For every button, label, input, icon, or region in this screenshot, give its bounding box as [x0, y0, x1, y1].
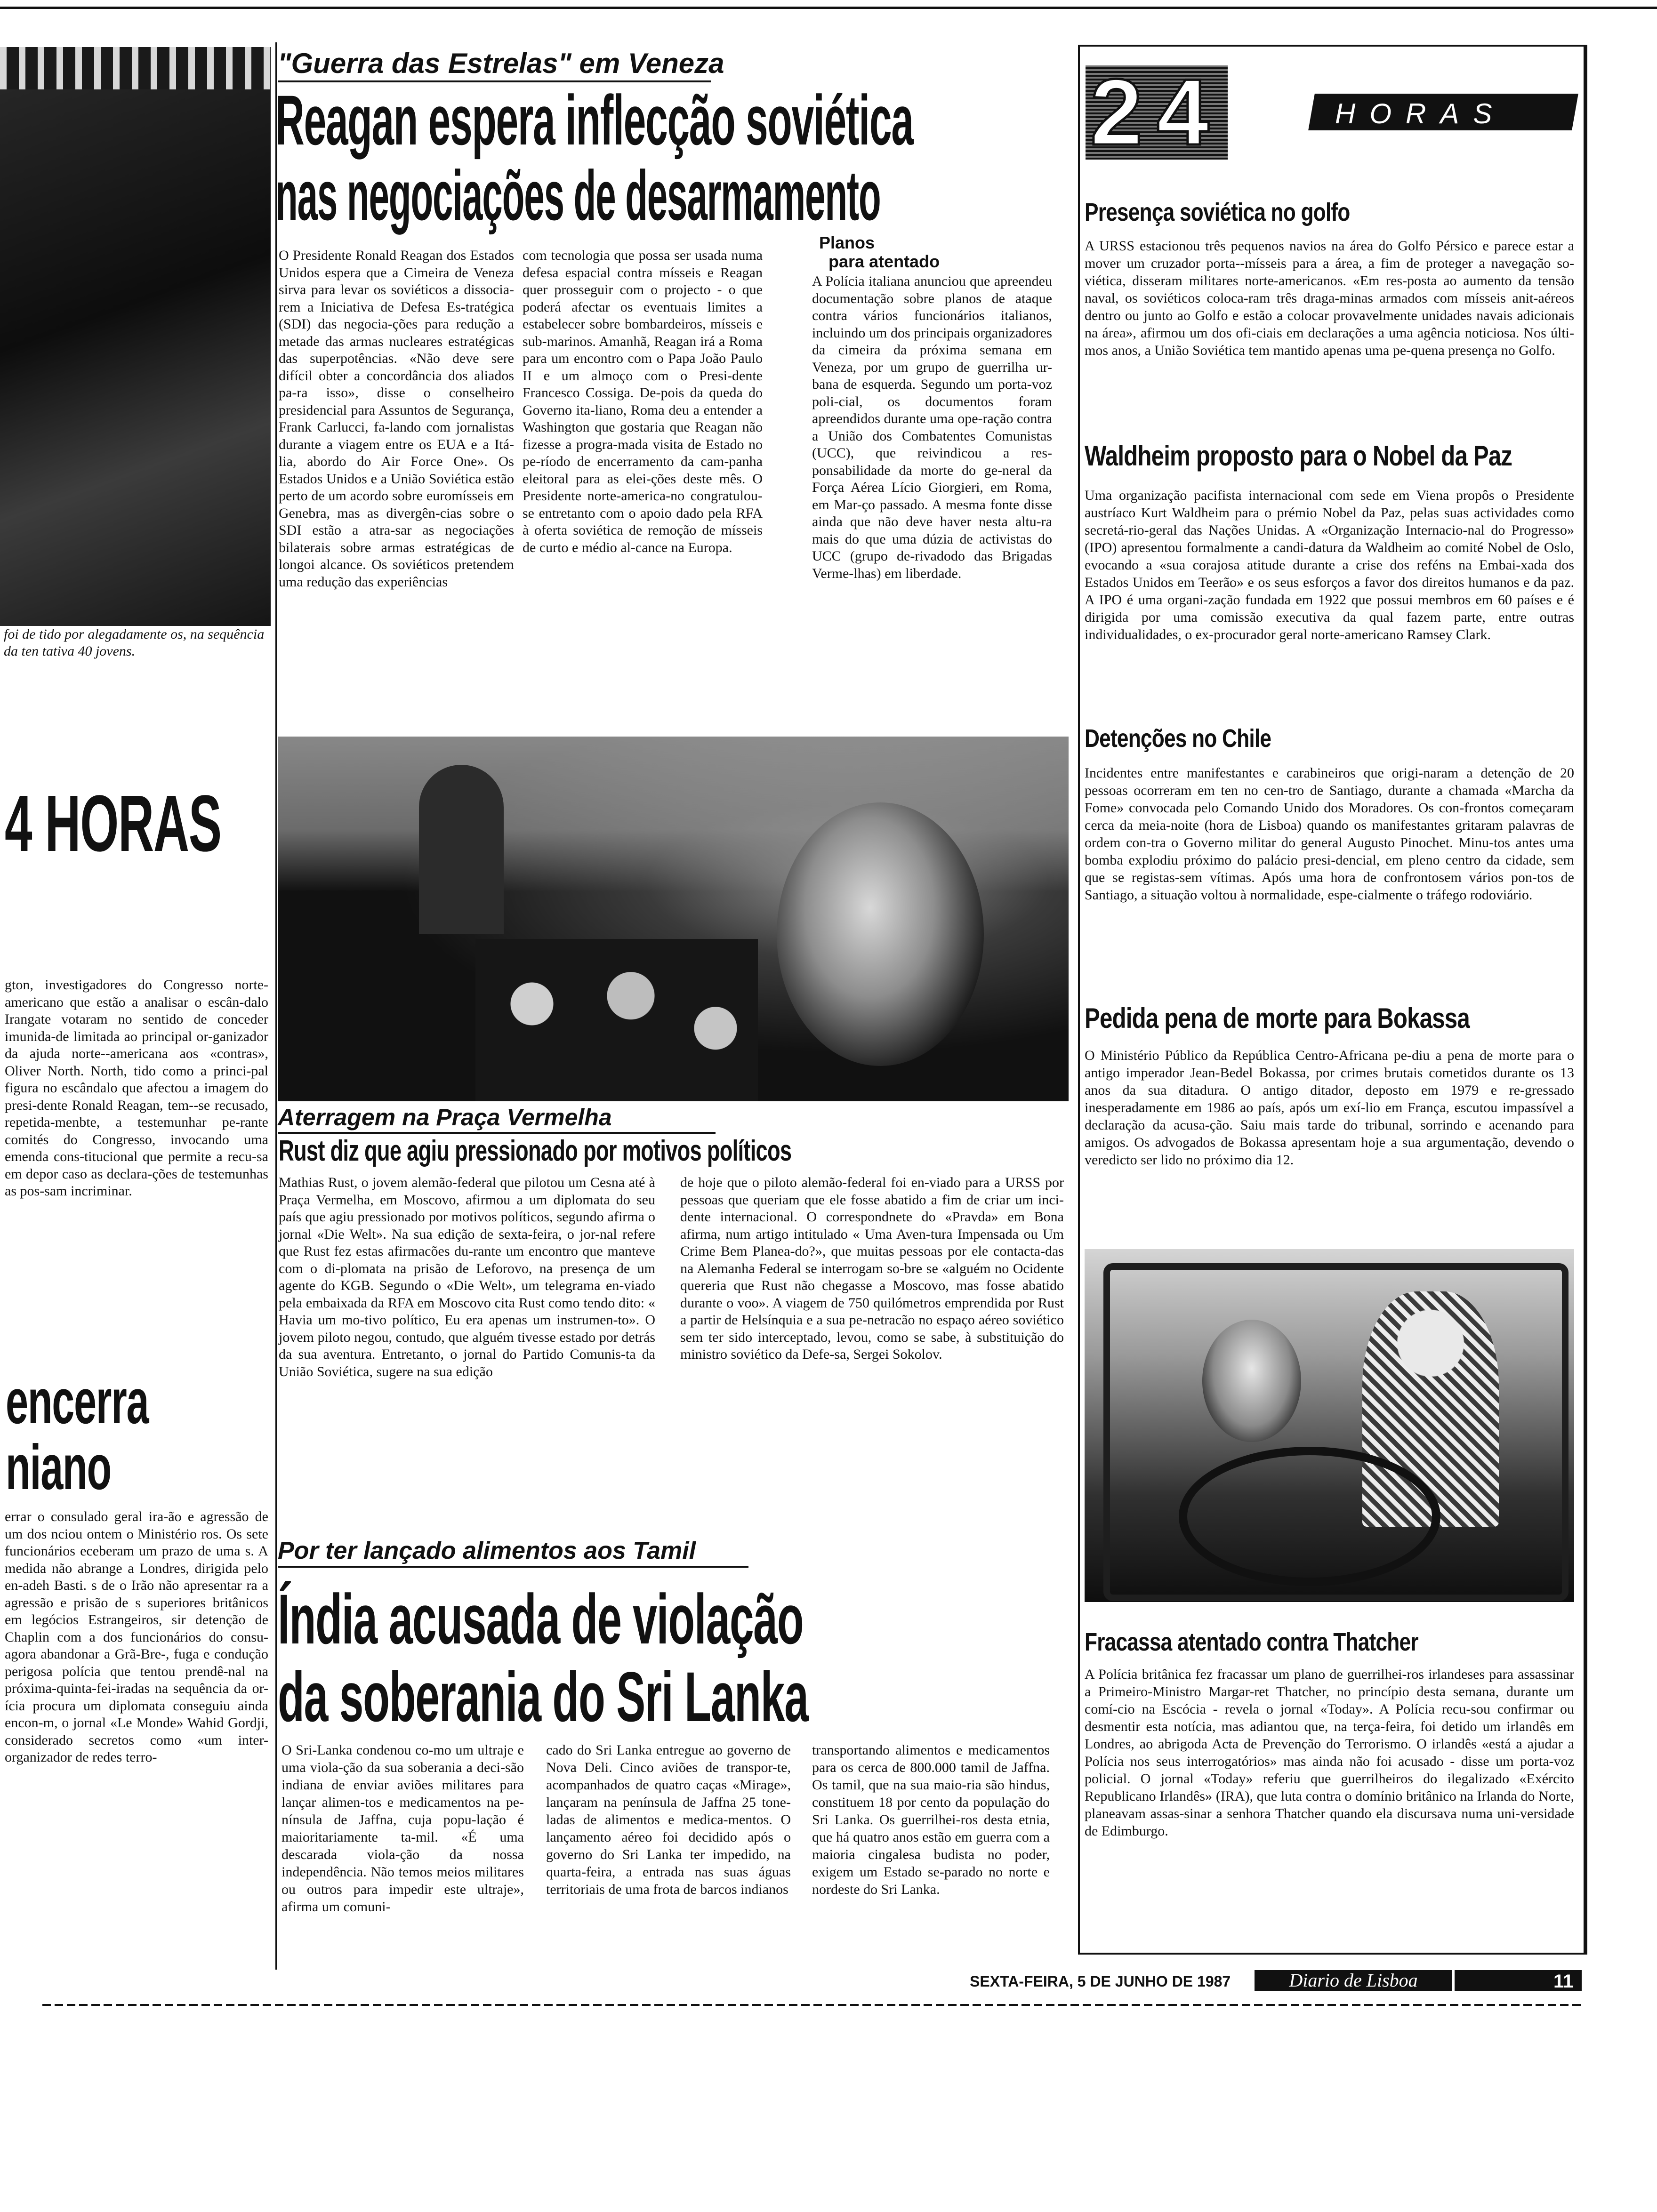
- india-kicker: Por ter lançado alimentos aos Tamil: [278, 1537, 748, 1568]
- rust-col-2: de hoje que o piloto alemão-federal foi en-viado para a URSS por pessoas que queriam que ele fosse abatido a fim de criar um inci-dente internacional. O correspondnete do «Pravda» em Bona afirma, num artigo intitulado « Uma Aven-tura Impensada ou Um Crime Bem Planea-do?», que muitas pessoas por ele contacta-das na Alemanha Federal se interrogam so-bre se «alguém no Ocidente quereria que Rust não chegasse a Moscovo, mas fosse abatido durante o voo». A viagem de 750 quilómetros emprendida por Rust a partir de Helsínquia e a sua pe-netracão no espaço aéreo soviético sem ter sido interceptado, levou, como se sabe, à substituição do ministro soviético da Defe-sa, Sergei Sokolov.: [680, 1175, 1064, 1362]
- thatcher-photo: [1085, 1249, 1574, 1602]
- left-strip: [0, 42, 277, 1970]
- photo-blind-stripes: [0, 47, 271, 89]
- rust-kicker: Aterragem na Praça Vermelha: [278, 1104, 716, 1134]
- sidebar-title-number: 24: [1086, 65, 1228, 160]
- planos-title-1: Planos: [819, 233, 875, 252]
- photo-cathedral: [419, 765, 504, 934]
- sidebar-item-2-body: Uma organização pacifista internacional com sede em Viena propôs o Presidente austríaco Kurt Waldheim para o prémio Nobel da Paz, pelas suas actividades como secretá-rio-geral das Nações Unidas. A «Organização Internacio-nal do Progresso» (IPO) apresentou formalmente a candi-datura da Waldheim ao comité Nobel de Oslo, evocando a «sua corajosa atitude durante a crise dos reféns na Embai-xada dos Estados Unidos em Teerão» e os seus esforços a favor dos direitos humanos e da paz. A IPO é uma organi-zação fundada em 1922 que possui membros em 60 países e é dirigida por uma comissão executiva da qual fazem parte, entre outras individualidades, o ex-procurador geral norte-americano Ramsey Clark.: [1085, 488, 1574, 642]
- top-rule: [0, 7, 1657, 9]
- india-headline-1: Índia acusada de violação: [278, 1579, 804, 1659]
- india-col-1: O Sri-Lanka condenou co-mo um ultraje e uma viola-ção da sua soberania a deci-são indiana de enviar aviões militares para lançar alimen-tos e medicamentos na pe-nínsula de Jaffna, cuja popu-lação é maioritariamente ta-mil. «É uma descarada viola-ção da nossa independência. Não temos meios militares ou outros para impedir este ultraje», afirma um comuni-: [282, 1742, 524, 1915]
- rust-col-1: Mathias Rust, o jovem alemão-federal que pilotou um Cesna até à Praça Vermelha, em Moscovo, afirmou a um diplomata do seu país que agiu pressionado por motivos políticos, segundo afirma o jornal «Die Welt». Na sua edição de sexta-feira, o jor-nal refere que Rust fez estas afirmacões du-rante um encontro que manteve com o di-plomata na prisão de Leforovo, na presença de um agente do KGB. Segundo o «Die Welt», um telegrama en-viado pela embaixada da RFA em Moscovo cita Rust como tendo dito: « Havia um mo-tivo político, Eu era apenas um instrumen-to». O jovem piloto negou, contudo, que alguém tivesse estado por detrás da sua aventura. Entretanto, o jornal do Partido Comunis-ta da União Soviética, sugere na sua edição: [279, 1175, 655, 1379]
- sidebar-item-5-title: Fracassa atentado contra Thatcher: [1085, 1628, 1418, 1656]
- photo-figure-left: [1202, 1320, 1301, 1442]
- photo-face: [777, 802, 984, 1066]
- footer-masthead: Diario de Lisboa: [1255, 1970, 1452, 1991]
- footer-date: SEXTA-FEIRA, 5 DE JUNHO DE 1987: [970, 1973, 1231, 1990]
- sidebar-item-2-title: Waldheim proposto para o Nobel da Paz: [1085, 440, 1512, 472]
- reagan-col-2: com tecnologia que possa ser usada numa defesa espacial contra mísseis e Reagan quer prosseguir com o projecto - o que poderá afectar os eventuais limites a estabelecer sobre bombardeiros, mísseis e sub-marinos. Amanhã, Reagan irá a Roma para um encontro com o Papa João Paulo II e um almoço com o Presi-dente Francesco Cossiga. De-pois da queda do Governo ita-liano, Roma deu a entender a Washington que gostaria que Reagan não fizesse a progra-mada visita de Estado no pe-ríodo de encerramento da cam-panha eleitoral para as elei-ções deste mês. O Presidente norte-america-no congratulou-se entretanto com o apoio dado pela RFA à oferta soviética de remoção de mísseis de curto e médio al-cance na Europa.: [523, 248, 763, 555]
- sidebar-box: [1078, 45, 1587, 1955]
- left-headline-line2: niano: [6, 1432, 111, 1503]
- reagan-headline-2: nas negociações de desarmamento: [275, 156, 881, 235]
- sidebar-item-3-body: Incidentes entre manifestantes e carabineiros que origi-naram a detenção de 20 pessoas ocorreram em ten no cen-tro de Santiago, durante a chamada «Marcha da Fome» convocada pelo Comando Unido dos Moradores. Os con-frontos começaram cerca da meia-noite (hora de Lisboa) quando os manifestantes gritaram palavras de ordem con-tra o Governo militar do general Augusto Pinochet. Minu-tos antes uma bomba explodiu próximo do palácio presi-dencial, em pleno centro da cidade, sem que se registas-sem vítimas. Após uma hora de confrontosem vários pon-tos de Santiago, a situação voltou à normalidade, espe-cialmente o tráfego rodoviário.: [1085, 765, 1574, 903]
- india-col-3: transportando alimentos e medicamentos para os cerca de 800.000 tamil de Jaffna. Os tamil, que na sua maio-ria são hindus, constituem 18 por cento da população do Sri Lanka. Os guerrilhei-ros desta etnia, que há quatro anos estão em guerra com a maioria cingalesa budista no poder, exigem um Estado se-parado no norte e nordeste do Sri Lanka.: [812, 1742, 1050, 1897]
- sidebar-item-3-title: Detenções no Chile: [1085, 724, 1271, 753]
- left-photo-caption: foi de tido por alegadamente os, na sequência da ten tativa 40 jovens.: [4, 626, 265, 659]
- left-photo: [0, 47, 271, 626]
- red-square-photo: [278, 737, 1069, 1101]
- planos-title-2: para atentado: [828, 252, 940, 271]
- sidebar-title-block: [1086, 60, 1575, 165]
- sidebar-item-4-title: Pedida pena de morte para Bokassa: [1085, 1002, 1470, 1034]
- left-big-title: 4 HORAS: [5, 779, 221, 868]
- photo-crowd: [475, 939, 758, 1101]
- rust-headline: Rust diz que agiu pressionado por motivos políticos: [279, 1135, 792, 1167]
- india-headline-2: da soberania do Sri Lanka: [278, 1657, 808, 1736]
- footer-page-number: 11: [1553, 1971, 1574, 1992]
- reagan-headline-1: Reagan espera inflecção soviética: [275, 80, 913, 160]
- reagan-col-1: O Presidente Ronald Reagan dos Estados Unidos espera que a Cimeira de Veneza sirva para levar os soviéticos a dissocia-rem a Iniciativa de Defesa Es-tratégica (SDI) das negocia-ções para redução a metade das armas nucleares estratégicas das superpotências. «Não deve sere difícil obter a concordância dos aliados pa-ra isso», disse o conselheiro presidencial para Assuntos de Segurança, Frank Carlucci, fa-lando com jornalistas durante a viagem entre os EUA e a Itá-lia, abordo do Air Force One». Os Estados Unidos e a União Soviética estão perto de um acordo sobre euromísseis em Genebra, mas as divergên-cias sobre o SDI estão a atra-sar as negociações bilaterais sobre armas estratégicas de longoi alcance. Os soviéticos pretendem uma redução das experiências: [279, 248, 514, 590]
- sidebar-title-word: HORAS: [1335, 98, 1506, 129]
- sidebar-item-1-title: Presença soviética no golfo: [1085, 198, 1350, 226]
- india-col-2: cado do Sri Lanka entregue ao governo de Nova Deli. Cinco aviões de transpor-te, acompanhados de quatro caças «Mirage», lançaram na península de Jaffna 25 tone-ladas de alimentos e medica-mentos. O lançamento aéreo foi decidido após o governo do Sri Lanka ter impedido, na quarta-feira, a entrada nas suas águas territoriais de uma frota de barcos indianos: [546, 1742, 791, 1897]
- left-headline-line1: encerra: [6, 1366, 149, 1437]
- left-story-1: gton, investigadores do Congresso norte-americano que estão a analisar o escân-dalo Irangate votaram no sentido de conceder imunida-de limitada ao principal or-ganizador da ajuda norte--americana aos «contras», Oliver North. North, tido como a princi-pal figura no escândalo que afectou a imagem do presi-dente Ronald Reagan, tem--se recusado, repetida-menbte, a testemunhar pe-rante comités do Congresso, invocando uma emenda cons-titucional que permite a recu-sa em depor caso as declara-ções de testemunhas as pos-sam incriminar.: [5, 977, 268, 1199]
- reagan-kicker: "Guerra das Estrelas" em Veneza: [278, 47, 711, 82]
- sidebar-item-5-body: A Polícia britânica fez fracassar um plano de guerrilhei-ros irlandeses para assassinar a Primeiro-Ministro Margar-ret Thatcher, no princípio desta semana, durante um comí-cio na Escócia - revela o jornal «Today». A Polícia recu-sou confirmar ou desmentir esta notícia, mas adiantou que, na terça-feira, foi detido um irlandês em Londres, ao abrigoda Acta de Prevenção do Terrorismo. O irlandês «está a ajudar a Polícia nos seus interrogatórios» mas ainda não foi acusado - disse um porta-voz policial. O jornal «Today» referiu que guerrilheiros do ilegalizado «Exército Republicano Irlandês» (IRA), que luta contra o domínio britânico na Irlanda do Norte, planeavam assas-sinar a senhora Thatcher quando ela discursava numa uni-versidade de Edimburgo.: [1085, 1667, 1574, 1839]
- sidebar-item-1-body: A URSS estacionou três pequenos navios na área do Golfo Pérsico e parece estar a mover um cruzador porta--mísseis para a área, a fim de proteger a navegação so-viética, disseram militares norte-americanos. «Em res-posta ao aumento da tensão naval, os soviéticos coloca-ram três draga-minas armados com mísseis anit-aéreos dentro ou junto ao Golfo e estão a colocar provavelmente unidades navais adicionais na área», afirmou um dos ofi-ciais em declarações a uma agência noticiosa. Nos últi-mos anos, a União Soviética tem mantido apenas uma pe-quena presença no Golfo.: [1085, 238, 1574, 358]
- sidebar-item-4-body: O Ministério Público da República Centro-Africana pe-diu a pena de morte para o antigo imperador Jean-Bedel Bokassa, por crimes brutais cometidos durante os 13 anos da sua ditadura. O antigo ditador, deposto em 1979 e re-gressado inesperadamente em 1986 ao país, após um exí-lio em França, escutou impassível a declaração da acusa-ção. Saiu mais tarde do tribunal, sorrindo e acenando para amigos. Os advogados de Bokassa apresentam hoje a sua argumentação, devendo o veredicto ser lido no próximo dia 12.: [1085, 1048, 1574, 1168]
- reagan-col-3: A Polícia italiana anunciou que apreendeu documentação sobre planos de ataque contra vários funcionários italianos, incluindo um dos principais organizadores da cimeira da próxima semana em Veneza, por um grupo de guerrilha ur-bana de esquerda. Segundo um porta-voz poli-cial, os documentos foram apreendidos durante uma ope-ração contra a União dos Combatentes Comunistas (UCC), que reivindicou a res-ponsabilidade da morte do ge-neral da Força Aérea Lício Giorgieri, em Roma, em Mar-ço passado. A mesma fonte disse ainda que não deve haver nesta altu-ra mais do que uma dúzia de activistas do UCC (grupo de-rivadodo das Brigadas Verme-lhas) em liberdade.: [812, 273, 1052, 581]
- left-story-2: errar o consulado geral ira-ão e agressão de um dos nciou ontem o Ministério ros. Os sete funcionários eceberam um prazo de uma s. A medida não abrange a Londres, dirigida pelo en-adeh Basti. s de o Irão não apresentar ra a agressão e prisão de s superiores britânicos em legócios Estrangeiros, sir detenção de Chaplin com a dos funcionários do consu-agora abandonar a Grã-Bre-, fuga e condução perigosa polícia que tentou prendê-nal na próxima-quinta-fei-iradas na sequência da or-ícia procura um diplomata conseguiu ainda encon-m, o jornal «Le Monde» Wahid Gordji, considerado secretos como «um inter-organizador de redes terro-: [5, 1509, 268, 1765]
- footer-rule: [42, 2004, 1582, 2006]
- photo-steering-wheel: [1179, 1447, 1440, 1586]
